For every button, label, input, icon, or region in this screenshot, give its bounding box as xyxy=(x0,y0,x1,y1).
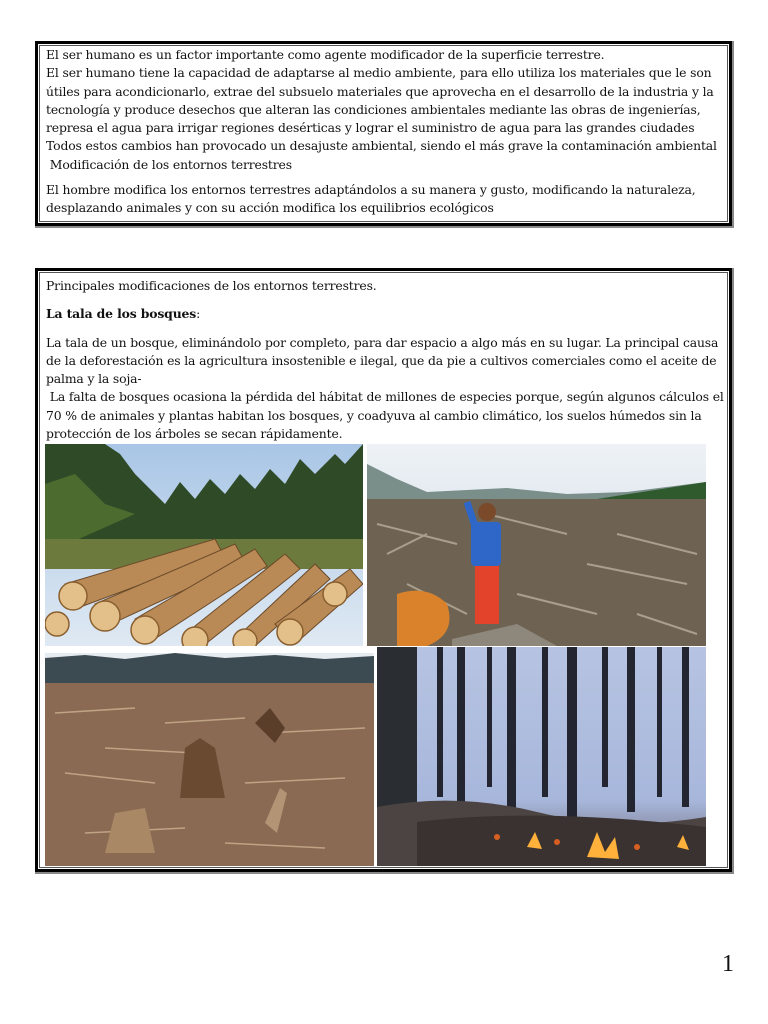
text-line: La tala de un bosque, eliminándolo por completo, para dar espacio a algo más en su lugar. La principal causa xyxy=(46,334,719,350)
paragraph-gap xyxy=(46,174,719,181)
heading-text: La tala de los bosques xyxy=(46,306,197,322)
photo-child-clearcut xyxy=(367,444,706,646)
subheading-line: Modificación de los entornos terrestres xyxy=(46,156,292,172)
photo-forest-fire xyxy=(377,647,706,866)
text-line: 70 % de animales y plantas habitan los bosques, y coadyuva al cambio climático, los suelos húmedos sin la xyxy=(46,407,702,423)
text-line: Todos estos cambios han provocado un desajuste ambiental, siendo el más grave la contaminación ambiental xyxy=(46,138,717,154)
section-heading xyxy=(46,305,719,323)
text-line: desplazando animales y con su acción modifica los equilibrios ecológicos xyxy=(46,200,494,216)
section-intro: Principales modificaciones de los entornos terrestres. xyxy=(46,278,377,293)
text-line: útiles para acondicionarlo, extrae del subsuelo materiales que aprovecha en el desarrollo de la industria y la xyxy=(46,83,714,99)
paragraph-gap xyxy=(46,324,719,334)
paragraph-gap xyxy=(46,295,719,305)
text-line: de la deforestación es la agricultura insostenible e ilegal, que da pie a cultivos comerciales como el aceite de xyxy=(46,352,717,368)
page-number: 1 xyxy=(722,951,734,977)
text-line: represa el agua para irrigar regiones desérticas y lograr el suministro de agua para las grandes ciudades xyxy=(46,120,695,136)
text-line: La falta de bosques ocasiona la pérdida del hábitat de millones de especies porque, según algunos cálculos el xyxy=(46,389,724,405)
deforestation-text xyxy=(46,277,724,443)
text-line: palma y la soja- xyxy=(46,371,142,387)
heading-colon: : xyxy=(196,306,201,322)
deforestation-box xyxy=(35,268,732,872)
text-line: El hombre modifica los entornos terrestres adaptándolos a su manera y gusto, modificando la naturaleza, xyxy=(46,182,696,198)
photo-stump-field xyxy=(45,653,374,866)
intro-text-box xyxy=(35,41,732,226)
intro-text xyxy=(46,46,719,218)
text-line: El ser humano tiene la capacidad de adaptarse al medio ambiente, para ello utiliza los materiales que le son xyxy=(46,65,712,81)
text-line: protección de los árboles se secan rápidamente. xyxy=(46,426,343,442)
text-line: tecnología y produce desechos que alteran las condiciones ambientales mediante las obras de ingenierías, xyxy=(46,101,701,117)
photo-log-pile xyxy=(45,444,363,646)
text-line: El ser humano es un factor importante como agente modificador de la superficie terrestre. xyxy=(46,47,605,62)
